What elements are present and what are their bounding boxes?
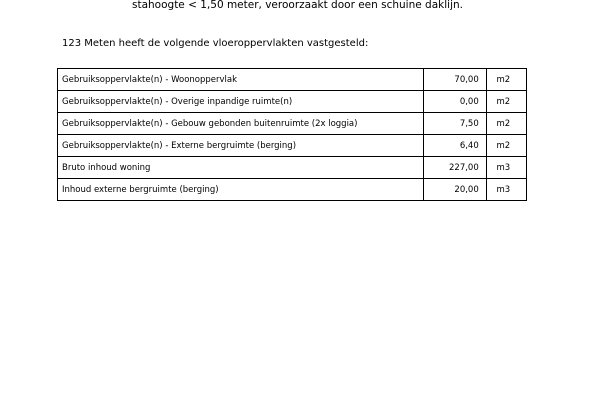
row-description: Gebruiksoppervlakte(n) - Woonoppervlak	[58, 69, 424, 91]
table-row	[58, 179, 527, 201]
table-row	[58, 113, 527, 135]
row-unit: m2	[486, 91, 526, 113]
row-description: Inhoud externe bergruimte (berging)	[58, 179, 424, 201]
row-unit: m2	[486, 135, 526, 157]
row-unit: m3	[486, 179, 526, 201]
row-unit: m3	[486, 157, 526, 179]
intro-text: 123 Meten heeft de volgende vloeroppervlakten vastgesteld:	[62, 38, 369, 49]
row-value: 7,50	[423, 113, 486, 135]
row-description: Gebruiksoppervlakte(n) - Gebouw gebonden buitenruimte (2x loggia)	[58, 113, 424, 135]
row-value: 0,00	[423, 91, 486, 113]
row-value: 6,40	[423, 135, 486, 157]
row-unit: m2	[486, 113, 526, 135]
table-row	[58, 91, 527, 113]
row-description: Bruto inhoud woning	[58, 157, 424, 179]
row-description: Gebruiksoppervlakte(n) - Externe bergruimte (berging)	[58, 135, 424, 157]
row-value: 70,00	[423, 69, 486, 91]
floor-area-table	[57, 68, 527, 201]
row-value: 227,00	[423, 157, 486, 179]
row-description: Gebruiksoppervlakte(n) - Overige inpandige ruimte(n)	[58, 91, 424, 113]
cut-off-text-line: stahoogte < 1,50 meter, veroorzaakt door een schuine daklijn.	[132, 0, 463, 11]
table-row	[58, 135, 527, 157]
table-row	[58, 157, 527, 179]
table-row	[58, 69, 527, 91]
row-unit: m2	[486, 69, 526, 91]
row-value: 20,00	[423, 179, 486, 201]
